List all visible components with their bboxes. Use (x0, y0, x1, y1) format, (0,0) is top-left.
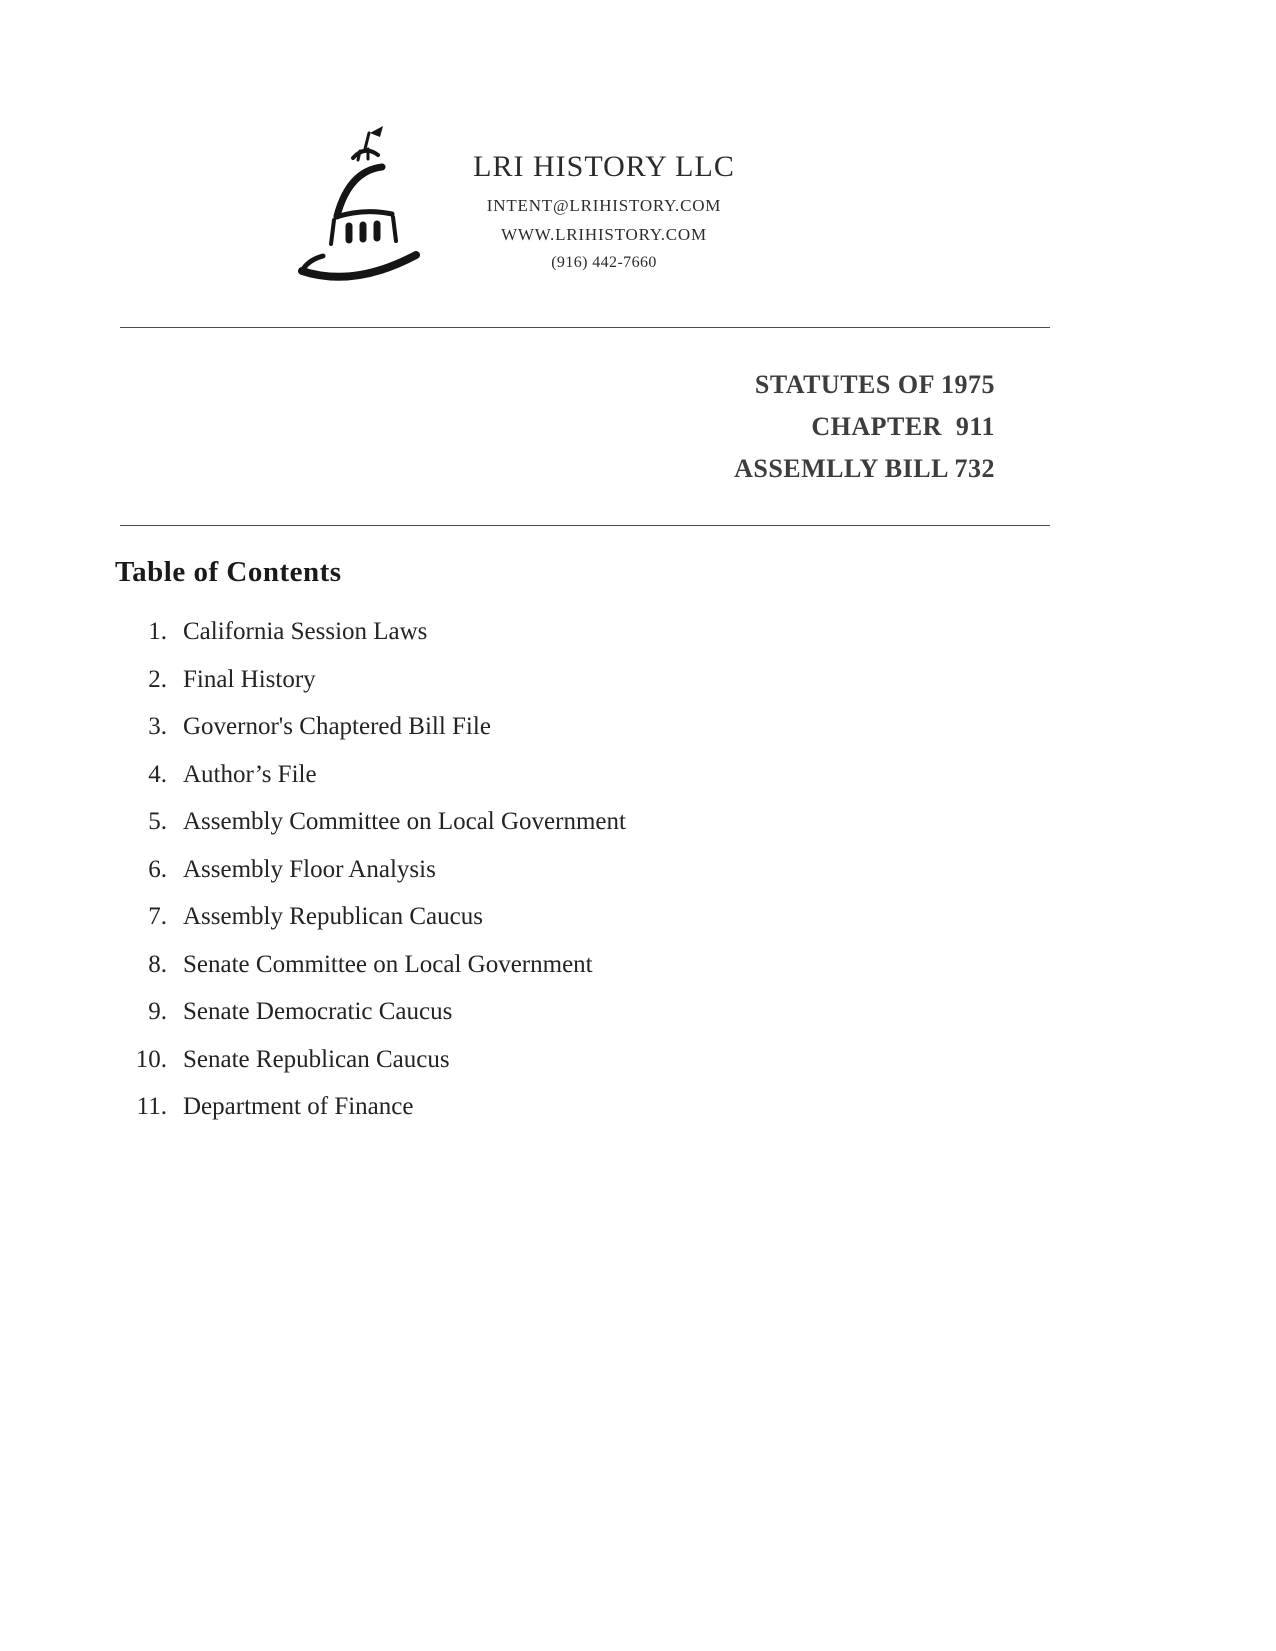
company-website: WWW.LRIHISTORY.COM (501, 225, 707, 244)
statutes-line: STATUTES OF 1975 (754, 370, 995, 399)
toc-item-number: 5. (148, 808, 167, 835)
toc-item-number: 11. (136, 1093, 167, 1120)
toc-item-label: Author’s File (183, 760, 317, 788)
toc-item-label: Department of Finance (183, 1093, 414, 1120)
toc-item (115, 856, 915, 904)
toc-item (115, 998, 915, 1046)
toc-item-number: 2. (148, 665, 167, 693)
toc-item-number: 1. (148, 618, 167, 645)
toc-item (115, 808, 915, 856)
toc-list (115, 618, 915, 1141)
toc-item-label: Assembly Floor Analysis (183, 855, 436, 883)
divider-bottom (120, 525, 1050, 526)
assembly-bill-line: ASSEMLLY BILL 732 (734, 454, 995, 483)
chapter-line: CHAPTER 911 (811, 412, 995, 441)
toc-item-label: Assembly Committee on Local Government (183, 808, 626, 835)
toc-item-number: 4. (148, 760, 167, 788)
toc-item (115, 903, 915, 951)
toc-item (115, 761, 915, 809)
toc-item-label: Senate Republican Caucus (183, 1045, 450, 1073)
toc-item-number: 3. (148, 713, 167, 740)
divider-top (120, 327, 1050, 328)
toc-item-label: Senate Committee on Local Government (183, 950, 593, 978)
toc-item (115, 951, 915, 999)
toc-item (115, 666, 915, 714)
company-email: INTENT@LRIHISTORY.COM (486, 196, 722, 215)
company-phone: (916) 442-7660 (551, 254, 657, 271)
letterhead (468, 150, 740, 272)
toc-item-label: California Session Laws (183, 618, 428, 645)
toc-item-label: Governor's Chaptered Bill File (183, 713, 491, 740)
company-name: LRI HISTORY LLC (473, 150, 735, 183)
toc-item-number: 8. (148, 950, 167, 978)
toc-item (115, 713, 915, 761)
toc-item (115, 1093, 915, 1141)
toc-item (115, 618, 915, 666)
toc-item-label: Senate Democratic Caucus (183, 998, 453, 1025)
toc-item-label: Assembly Republican Caucus (183, 903, 483, 930)
capitol-dome-logo-icon (292, 122, 442, 292)
toc-item-number: 6. (148, 855, 167, 883)
toc-item-number: 7. (148, 903, 167, 930)
statutes-title-block (734, 364, 995, 490)
toc-heading: Table of Contents (115, 556, 342, 588)
toc-item (115, 1046, 915, 1094)
toc-item-number: 10. (135, 1045, 167, 1073)
toc-item-label: Final History (183, 665, 316, 693)
toc-item-number: 9. (148, 998, 167, 1025)
